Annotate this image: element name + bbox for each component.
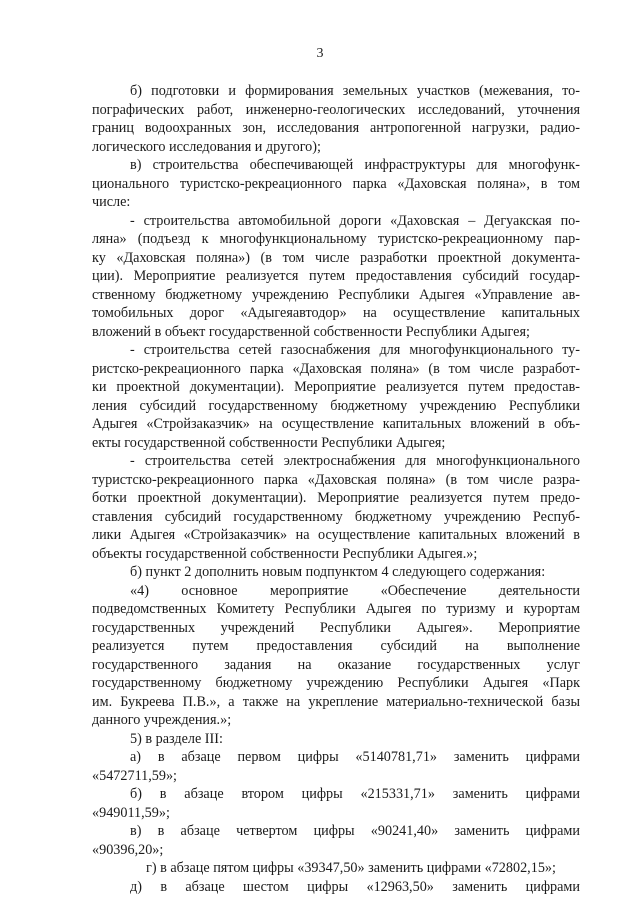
text-line: границ водоохранных зон, исследования антропогенной нагрузки, радио- bbox=[92, 120, 580, 136]
text-line: подведомственных Комитету Республики Адыгея по туризму и курортам bbox=[92, 601, 580, 617]
text-line: а) в абзаце первом цифры «5140781,71» заменить цифрами bbox=[130, 749, 580, 765]
text-line: данного учреждения.»; bbox=[92, 712, 232, 728]
text-line: - строительства автомобильной дороги «Даховская – Дегуакская по- bbox=[130, 212, 580, 229]
text-line: - строительства сетей электроснабжения для многофункционального bbox=[130, 453, 580, 469]
page-number: 3 bbox=[316, 46, 324, 61]
text-line: им. Букреева П.В.», а также на укрепление материально-технической базы bbox=[92, 693, 580, 710]
text-line: «949011,59»; bbox=[92, 804, 170, 821]
text-line: Адыгея «Стройзаказчик» на осуществление капитальных вложений в объ- bbox=[92, 416, 580, 432]
text-line: пографических работ, инженерно-геологических исследований, уточнения bbox=[92, 101, 580, 118]
text-line: ции). Мероприятие реализуется путем предоставления субсидий государ- bbox=[92, 268, 580, 284]
text-line: ственному бюджетному учреждению Республики Адыгея «Управление ав- bbox=[92, 286, 580, 303]
text-line: ляна» (подъезд к многофункциональному туристско-рекреационному пар- bbox=[92, 231, 580, 247]
text-line: в) строительства обеспечивающей инфраструктуры для многофунк- bbox=[130, 157, 580, 173]
text-line: б) в абзаце втором цифры «215331,71» заменить цифрами bbox=[130, 786, 580, 802]
text-line: вложений в объект государственной собственности Республики Адыгея; bbox=[92, 323, 530, 340]
text-line: ставления субсидий государственному бюджетному учреждению Респуб- bbox=[92, 508, 580, 525]
text-line: ционального туристско-рекреационного парка «Даховская поляна», в том bbox=[92, 175, 580, 192]
text-line: б) подготовки и формирования земельных участков (межевания, то- bbox=[130, 83, 580, 99]
text-line: объекты государственной собственности Республики Адыгея.»; bbox=[92, 545, 478, 562]
text-line: «5472711,59»; bbox=[92, 767, 177, 784]
text-line: логического исследования и другого); bbox=[92, 138, 321, 155]
text-line: г) в абзаце пятом цифры «39347,50» заменить цифрами «72802,15»; bbox=[146, 860, 556, 876]
text-line: государственному бюджетному учреждению Республики Адыгея «Парк bbox=[92, 675, 580, 691]
text-line: государственных учреждений Республики Адыгея». Мероприятие bbox=[92, 619, 580, 636]
text-line: ботки проектной документации). Мероприятие реализуется путем предо- bbox=[92, 490, 580, 506]
text-line: государственного задания на оказание государственных услуг bbox=[92, 656, 580, 673]
text-line: реализуется путем предоставления субсидий на выполнение bbox=[92, 638, 580, 654]
text-line: екты государственной собственности Республики Адыгея; bbox=[92, 434, 446, 451]
text-line: лики Адыгея «Стройзаказчик» на осуществление капитальных вложений в bbox=[92, 527, 580, 543]
text-line: туристско-рекреационного парка «Даховская поляна» (в том числе разра- bbox=[92, 471, 580, 488]
text-line: «4) основное мероприятие «Обеспечение деятельности bbox=[130, 582, 580, 599]
text-line: ку «Даховская поляна») (в том числе разработки проектной документа- bbox=[92, 249, 580, 266]
text-line: ристско-рекреационного парка «Даховская поляна» (в том числе разработ- bbox=[92, 360, 580, 377]
text-line: томобильных дорог «Адыгеяавтодор» на осуществление капитальных bbox=[92, 305, 580, 321]
text-line: числе: bbox=[92, 194, 131, 210]
text-line: - строительства сетей газоснабжения для многофункционального ту- bbox=[130, 342, 580, 358]
text-line: «90396,20»; bbox=[92, 841, 164, 858]
text-line: ления субсидий государственному бюджетному учреждению Республики bbox=[92, 397, 580, 414]
text-line: ки проектной документации). Мероприятие реализуется путем предостав- bbox=[92, 379, 580, 395]
text-line: д) в абзаце шестом цифры «12963,50» заменить цифрами bbox=[130, 878, 580, 895]
text-line: 5) в разделе III: bbox=[130, 730, 223, 747]
text-line: б) пункт 2 дополнить новым подпунктом 4 следующего содержания: bbox=[130, 564, 546, 580]
text-line: в) в абзаце четвертом цифры «90241,40» заменить цифрами bbox=[130, 823, 580, 839]
